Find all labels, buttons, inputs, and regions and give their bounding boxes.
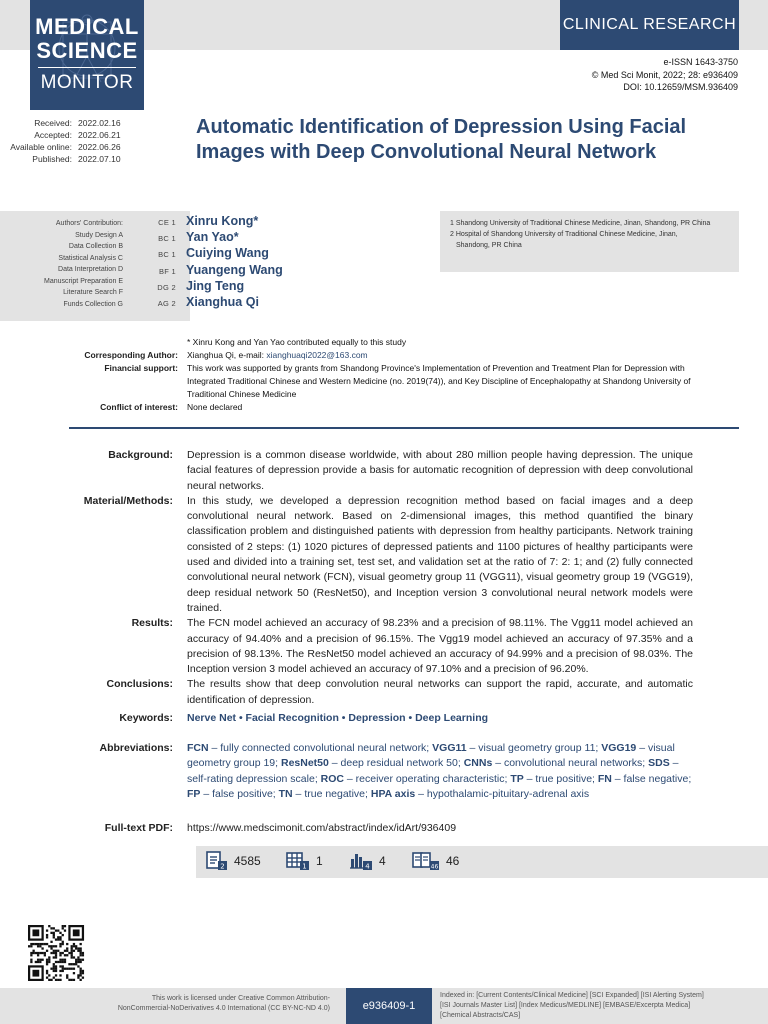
abstract-row — [0, 494, 768, 616]
keywords-row — [0, 711, 768, 726]
word-count-value: 4585 — [234, 854, 261, 868]
date-value: 2022.06.26 — [78, 142, 121, 152]
abbreviation-term: ResNet50 — [280, 757, 329, 770]
date-label: Accepted: — [34, 130, 72, 140]
abbreviation-definition: – false negative; — [611, 772, 692, 785]
abbreviation-term: FP — [187, 787, 201, 800]
abbreviation-definition: – visual geometry group 19; — [187, 742, 675, 770]
abbreviation-term: VGG11 — [432, 742, 467, 754]
indexing-info — [440, 991, 750, 1021]
conclusions-label: Conclusions: — [106, 678, 173, 691]
affiliation-2-cont: Shandong, PR China — [456, 242, 522, 249]
license-text[interactable] — [0, 994, 330, 1014]
abbreviations-row — [0, 741, 768, 802]
abbreviation-definition: – deep residual network 50; — [328, 757, 464, 770]
contribution-item: Authors' Contribution: — [55, 220, 123, 227]
email-link[interactable]: xianghuaqi2022@163.com — [266, 350, 368, 360]
contribution-item: Manuscript Preparation E — [44, 277, 123, 285]
contribution-item: Literature Search F — [63, 289, 123, 296]
abbreviation-term: FCN — [187, 742, 209, 754]
publication-dates — [0, 117, 134, 165]
table-count-value: 1 — [316, 854, 323, 868]
author-name[interactable]: Cuiying Wang — [186, 246, 269, 261]
abstract-row — [0, 616, 768, 677]
author-code: BC 1 — [158, 234, 176, 244]
word-count — [206, 851, 261, 871]
corresponding-label: Corresponding Author: — [84, 350, 178, 360]
date-value: 2022.07.10 — [78, 154, 121, 164]
corresponding-author — [187, 349, 707, 362]
financial-support: This work was supported by grants from Shandong Province's Implementation of Prevention and Treatment Plan for Depression with Integrated Traditional Chinese and Western Medicine (no. 2019(74)), and Key Discipline of Encephalopathy at Shandong University of Traditional Chinese Medicine — [187, 363, 691, 399]
section-divider — [69, 427, 739, 429]
journal-logo[interactable] — [30, 0, 144, 110]
date-row — [0, 153, 134, 165]
author-code: BF 1 — [158, 266, 176, 276]
abbreviation-definition: – false positive; — [200, 787, 279, 800]
info-row — [0, 401, 768, 414]
author-row — [150, 295, 283, 311]
abstract-row — [0, 677, 768, 708]
date-row — [0, 129, 134, 141]
abbreviation-definition: – true positive; — [523, 772, 598, 785]
abstract — [0, 448, 768, 708]
abstract-row — [0, 448, 768, 494]
svg-text:46: 46 — [430, 863, 439, 871]
methods-text: In this study, we developed a depression recognition method based on facial images and a deep convolutional neural network. Based on 2-dimensional images, this method quantified the binary classification problem and distinguished patients with depression from healthy participants. Network training consisted of 2 steps: (1) 1020 pictures of depressed patients and 1100 pictures of healthy participants were used and divided into a training set, test set, and validation set at the ratio of 7: 2: 1; and (2) fully connected convolutional neural network (FCN), visual geometry group 11 (VGG11), visual geometry group 19 (VGG19), deep residual network 50 (ResNet50), and Inception version 3 convolutional neural network models were trained. — [187, 494, 693, 614]
contribution-item: Funds Collection G — [63, 300, 123, 308]
abbreviation-definition: – fully connected convolutional neural network; — [208, 742, 433, 754]
abbreviation-definition: – true negative; — [292, 787, 371, 800]
author-row — [150, 263, 283, 279]
figure-count-value: 4 — [379, 854, 386, 868]
abbreviation-term: CNNs — [463, 757, 493, 770]
conclusions-text: The results show that deep convolution neural networks can support the rapid, accurate, and automatic identification of depression. — [187, 678, 693, 706]
fulltext-link[interactable]: https://www.medscimonit.com/abstract/index/idArt/936409 — [187, 822, 457, 834]
table-count — [286, 851, 323, 871]
logo-text-monitor: MONITOR — [40, 72, 134, 93]
abbreviation-definition: – receiver operating characteristic; — [344, 772, 511, 785]
article-info — [0, 336, 768, 414]
table-icon — [286, 851, 310, 871]
author-code: AG 2 — [157, 299, 176, 309]
citation: © Med Sci Monit, 2022; 28: e936409 — [591, 69, 738, 80]
article-meta — [592, 56, 738, 94]
date-row — [0, 117, 134, 129]
abbreviation-definition: – hypothalamic-pituitary-adrenal axis — [415, 787, 590, 800]
author-name[interactable]: Xinru Kong* — [186, 214, 259, 228]
author-row — [150, 279, 283, 295]
equal-contribution-note: * Xinru Kong and Yan Yao contributed equally to this study — [187, 337, 407, 347]
date-label: Available online: — [10, 142, 72, 152]
abbreviation-term: TN — [278, 787, 293, 800]
abbreviation-definition: – convolutional neural networks; — [492, 757, 649, 770]
author-row — [150, 214, 283, 230]
eissn: e-ISSN 1643-3750 — [663, 57, 738, 67]
license-line: This work is licensed under Creative Common Attribution- — [151, 995, 330, 1002]
author-code: DG 2 — [157, 282, 176, 292]
conflict-of-interest: None declared — [187, 402, 243, 412]
keywords-label: Keywords: — [119, 712, 173, 724]
abbreviation-term: VGG19 — [601, 742, 637, 754]
indexed-line: [ISI Journals Master List] [Index Medicus/MEDLINE] [EMBASE/Excerpta Medica] — [440, 1002, 691, 1009]
author-name[interactable]: Yan Yao* — [186, 230, 239, 245]
abbreviations-label: Abbreviations: — [99, 742, 173, 754]
license-line: NonCommercial-NoDerivatives 4.0 International (CC BY-NC-ND 4.0) — [117, 1005, 330, 1012]
fulltext-label: Full-text PDF: — [104, 822, 173, 834]
author-row — [150, 230, 283, 246]
svg-text:2: 2 — [220, 862, 225, 871]
fulltext-row — [0, 821, 768, 836]
author-name[interactable]: Xianghua Qi — [186, 295, 259, 310]
affiliation-2: 2 Hospital of Shandong University of Traditional Chinese Medicine, Jinan, — [450, 231, 678, 238]
abbreviations-list — [187, 741, 693, 802]
info-row — [0, 336, 768, 349]
affiliations — [440, 211, 739, 272]
contribution-item: Statistical Analysis C — [58, 254, 123, 262]
info-row — [0, 362, 768, 401]
references-icon — [412, 851, 440, 871]
document-icon — [206, 851, 228, 871]
background-text: Depression is a common disease worldwide, with about 280 million people having depression. The unique facial features of depression provide a basis for automatic recognition of depression with deep convolutional neural networks. — [187, 449, 693, 492]
abbreviation-term: HPA axis — [370, 787, 416, 800]
results-text: The FCN model achieved an accuracy of 98.23% and a precision of 98.11%. The Vgg11 model achieved an accuracy of 94.40% and a precision of 96.15%. The Vgg19 model achieved an accuracy of 97.35% and a precision of 98.13%. The ResNet50 model achieved an accuracy of 94.99% and a precision of 98.03%. The Inception version 3 model achieved an accuracy of 97.10% and a precision of 96.20%. — [187, 617, 693, 676]
date-value: 2022.06.21 — [78, 130, 121, 140]
abbreviation-term: TP — [510, 772, 524, 785]
abbreviation-term: SDS — [648, 757, 670, 770]
indexed-line: [Chemical Abstracts/CAS] — [440, 1012, 521, 1019]
author-name[interactable]: Jing Teng — [186, 278, 245, 293]
logo-text-medical: MEDICAL — [35, 14, 139, 39]
conflict-label: Conflict of interest: — [100, 402, 178, 412]
abbreviation-definition: – visual geometry group 11; — [466, 742, 602, 754]
date-value: 2022.02.16 — [78, 118, 121, 128]
date-label: Received: — [34, 118, 72, 128]
contribution-item: Data Collection B — [68, 243, 123, 250]
affiliation-1: 1 Shandong University of Traditional Chinese Medicine, Jinan, Shandong, PR China — [450, 220, 711, 227]
doi[interactable]: DOI: 10.12659/MSM.936409 — [623, 82, 738, 92]
svg-text:4: 4 — [365, 862, 370, 871]
author-list — [150, 214, 283, 311]
corresponding-name: Xianghua Qi, e-mail: — [187, 350, 267, 360]
results-label: Results: — [131, 617, 173, 630]
figure-count — [349, 851, 386, 871]
abbreviation-term: ROC — [320, 772, 344, 785]
page-id: e936409-1 — [346, 988, 432, 1024]
contribution-item: Data Interpretation D — [58, 266, 123, 273]
indexed-line: Indexed in: [Current Contents/Clinical Medicine] [SCI Expanded] [ISI Alerting System] — [440, 992, 704, 999]
contribution-item: Study Design A — [75, 231, 123, 239]
financial-label: Financial support: — [104, 363, 178, 373]
logo-text-science: SCIENCE — [36, 38, 138, 63]
article-stats — [196, 846, 768, 878]
author-code: CE 1 — [158, 218, 176, 227]
date-label: Published: — [32, 154, 72, 164]
svg-text:1: 1 — [302, 862, 307, 871]
logo-divider — [38, 67, 136, 68]
methods-label: Material/Methods: — [83, 494, 173, 507]
article-title: Automatic Identification of Depression Using Facial Images with Deep Convolutional Neural Network — [196, 116, 687, 163]
keywords-text[interactable]: Nerve Net • Facial Recognition • Depression • Deep Learning — [187, 712, 489, 724]
background-label: Background: — [108, 449, 173, 461]
reference-count-value: 46 — [446, 854, 460, 868]
section-label: CLINICAL RESEARCH — [560, 0, 739, 50]
abbreviation-definition: – self-rating depression scale; — [187, 757, 679, 785]
qr-code[interactable] — [26, 925, 86, 981]
author-code: BC 1 — [158, 250, 176, 260]
bar-chart-icon — [349, 851, 373, 871]
reference-count — [412, 851, 459, 871]
author-name[interactable]: Yuangeng Wang — [186, 262, 283, 277]
date-row — [0, 141, 134, 153]
contribution-legend — [0, 218, 123, 310]
info-row — [0, 349, 768, 362]
author-row — [150, 246, 283, 262]
abbreviation-term: FN — [597, 772, 612, 785]
